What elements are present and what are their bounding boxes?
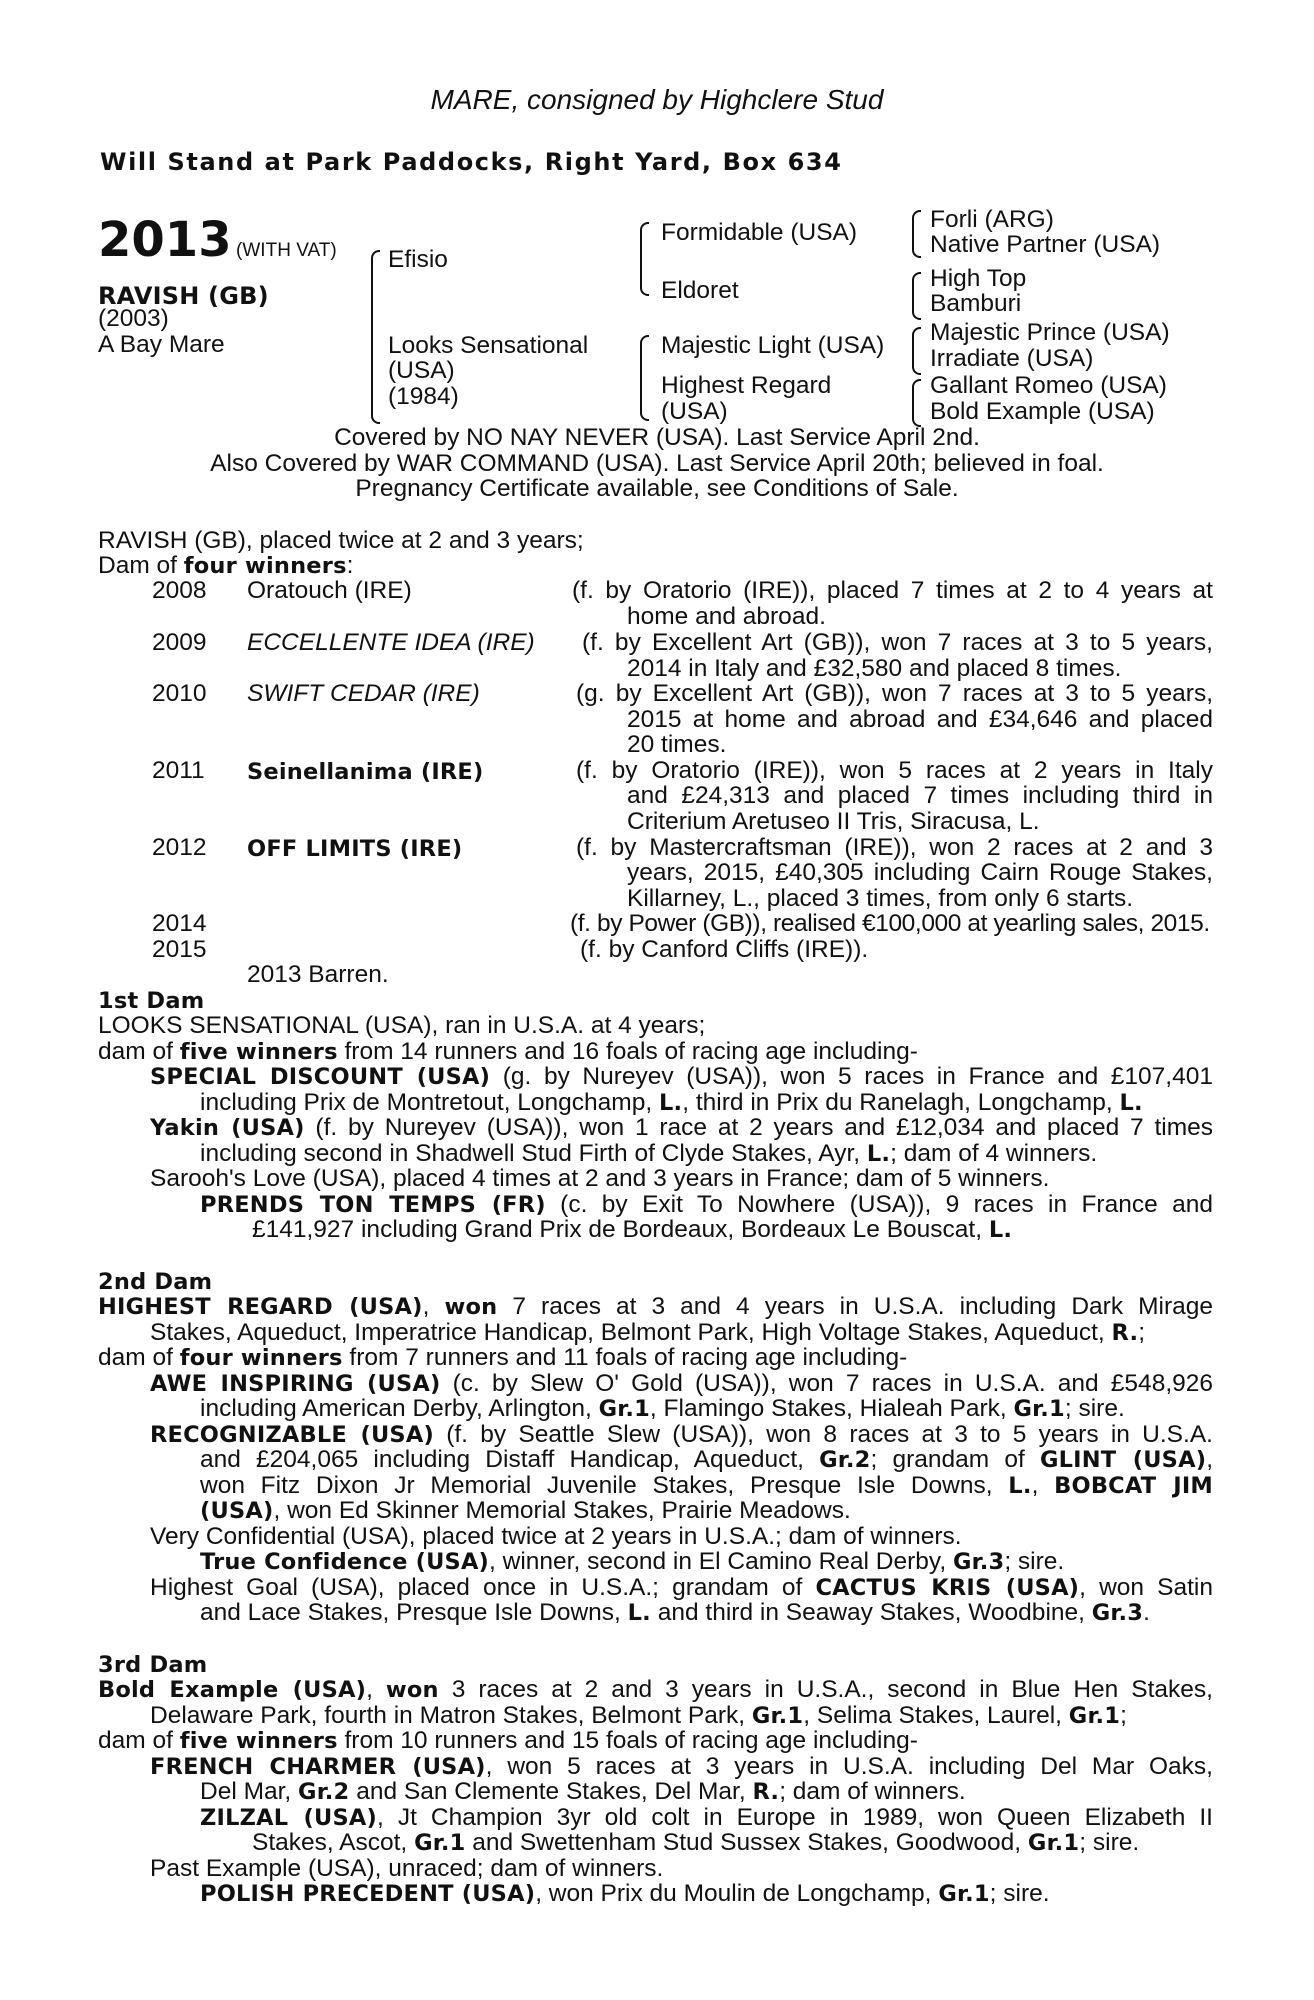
dam-line <box>200 1090 1143 1117</box>
dam-line <box>98 1345 907 1372</box>
text: Delaware Park, fourth in Matron Stakes, Belmont Park, <box>150 1702 752 1729</box>
dam-line <box>98 1294 1213 1321</box>
text-bold: SPECIAL DISCOUNT (USA) <box>150 1064 491 1090</box>
text: including American Derby, Arlington, <box>200 1395 599 1422</box>
dam-line <box>150 1064 1213 1091</box>
dam-line: Sarooh's Love (USA), placed 4 times at 2 and 3 years in France; dam of 5 winners. <box>150 1165 1050 1192</box>
dam-line: Very Confidential (USA), placed twice at 2 years in U.S.A.; dam of winners. <box>150 1523 962 1550</box>
g-bamburi: Bamburi <box>930 290 1022 317</box>
dam-line <box>150 1422 1213 1449</box>
text-bold: won <box>444 1294 498 1320</box>
covered-line-3: Pregnancy Certificate available, see Conditions of Sale. <box>355 475 959 502</box>
text: , won Prix du Moulin de Longchamp, <box>535 1880 939 1907</box>
text-bold: four winners <box>179 1345 343 1371</box>
dam-line <box>200 1192 1213 1219</box>
dam-line <box>252 1217 1012 1244</box>
produce-dam-of <box>98 553 353 580</box>
text: , <box>366 1676 386 1703</box>
g-gallant-romeo: Gallant Romeo (USA) <box>930 372 1167 399</box>
produce-name: ECCELLENTE IDEA (IRE) <box>247 629 535 656</box>
produce-barren: 2013 Barren. <box>247 961 389 988</box>
produce-name: Seinellanima (IRE) <box>247 759 484 785</box>
pedigree-brace <box>371 250 380 424</box>
text: , Flamingo Stakes, Hialeah Park, <box>649 1395 1014 1422</box>
text: Highest Goal (USA), placed once in U.S.A.; grandam of <box>150 1574 816 1601</box>
text-bold: POLISH PRECEDENT (USA) <box>200 1881 536 1907</box>
text: ; sire. <box>989 1880 1050 1907</box>
lot-year-block <box>98 212 337 268</box>
text: including second in Shadwell Stud Firth of Clyde Stakes, Ayr, <box>200 1140 867 1167</box>
produce-detail: (f. by Excellent Art (GB)), won 7 races at 3 to 5 years, <box>582 629 1213 656</box>
dam-line <box>200 1447 1213 1474</box>
dam-line <box>252 1830 1139 1857</box>
text: ; dam of winners. <box>779 1778 966 1805</box>
section-heading: 1st Dam <box>98 988 205 1014</box>
text: and San Clemente Stakes, Del Mar, <box>349 1778 753 1805</box>
text: and £204,065 including Distaff Handicap, Aqueduct, <box>200 1446 820 1473</box>
text: and third in Seaway Stakes, Woodbine, <box>650 1599 1092 1626</box>
text: including Prix de Montretout, Longchamp, <box>200 1089 659 1116</box>
dam-line-1: Looks Sensational <box>388 332 589 359</box>
text: (g. by Nureyev (USA)), won 5 races in France and £107,401 <box>490 1063 1213 1090</box>
dam-line <box>150 1575 1213 1602</box>
produce-year: 2011 <box>152 757 205 784</box>
dam-line <box>98 1677 1213 1704</box>
text-bold: Gr.3 <box>952 1549 1005 1575</box>
text-bold: R. <box>1111 1320 1139 1346</box>
produce-detail: (g. by Excellent Art (GB)), won 7 races at 3 to 5 years, <box>576 680 1213 707</box>
text: , third in Prix du Ranelagh, Longchamp, <box>682 1089 1120 1116</box>
produce-year: 2009 <box>152 629 207 656</box>
produce-name: SWIFT CEDAR (IRE) <box>247 680 480 707</box>
dam-line <box>98 1039 918 1066</box>
dam-line <box>200 1600 1150 1627</box>
text: , won 5 races at 3 years in U.S.A. including Del Mar Oaks, <box>485 1753 1213 1780</box>
sire-dam: Eldoret <box>661 277 739 304</box>
dam-line <box>200 1881 1050 1908</box>
text-bold: HIGHEST REGARD (USA) <box>98 1294 423 1320</box>
sire: Efisio <box>388 246 448 273</box>
sire-sire: Formidable (USA) <box>661 219 858 246</box>
dam-line <box>98 1728 918 1755</box>
covered-line-1: Covered by NO NAY NEVER (USA). Last Service April 2nd. <box>334 424 980 451</box>
produce-detail: (f. by Mastercraftsman (IRE)), won 2 races at 2 and 3 <box>576 834 1213 861</box>
produce-detail: 20 times. <box>627 731 727 758</box>
text: dam of <box>98 1344 180 1371</box>
text-bold: L. <box>658 1090 683 1116</box>
text-bold: AWE INSPIRING (USA) <box>150 1371 441 1397</box>
dam-line <box>150 1754 1213 1781</box>
text-bold: BOBCAT JIM <box>1054 1473 1214 1499</box>
produce-detail: Killarney, L., placed 3 times, from only 6 starts. <box>627 885 1134 912</box>
text: ; sire. <box>1079 1829 1140 1856</box>
text: , <box>422 1293 445 1320</box>
text-bold: L. <box>866 1141 891 1167</box>
text: dam of <box>98 1727 180 1754</box>
text: , Jt Champion 3yr old colt in Europe in 1989, won Queen Elizabeth II <box>377 1804 1213 1831</box>
g-native-partner: Native Partner (USA) <box>930 231 1161 258</box>
produce-detail: (f. by Oratorio (IRE)), placed 7 times at 2 to 4 years at <box>572 577 1213 604</box>
produce-year: 2012 <box>152 834 207 861</box>
text-bold: R. <box>752 1779 780 1805</box>
text: . <box>1143 1599 1150 1626</box>
vat-note: (WITH VAT) <box>236 240 337 261</box>
text-bold: L. <box>1119 1090 1143 1116</box>
produce-name: Oratouch (IRE) <box>247 577 412 604</box>
text-bold: (USA) <box>200 1498 274 1524</box>
text-bold: Gr.1 <box>598 1396 650 1422</box>
produce-year: 2010 <box>152 680 207 707</box>
dam-line-3: (1984) <box>388 383 459 410</box>
text-bold: Gr.1 <box>751 1703 804 1729</box>
text-bold: Gr.1 <box>1027 1830 1080 1856</box>
text-bold: Gr.3 <box>1091 1600 1144 1626</box>
text-bold: won <box>385 1677 439 1703</box>
text: (c. by Slew O' Gold (USA)), won 7 races in U.S.A. and £548,926 <box>440 1370 1213 1397</box>
produce-detail: (f. by Oratorio (IRE)), won 5 races at 2 years in Italy <box>576 757 1213 784</box>
text: from 7 runners and 11 foals of racing age including- <box>342 1344 908 1371</box>
dam-line <box>200 1549 1064 1576</box>
g-bold-example: Bold Example (USA) <box>930 398 1155 425</box>
text-bold: RECOGNIZABLE (USA) <box>150 1422 434 1448</box>
produce-detail: years, 2015, £40,305 including Cairn Rouge Stakes, <box>627 859 1213 886</box>
pedigree-brace <box>912 272 921 320</box>
dam-dam-line-2: (USA) <box>661 398 728 425</box>
text: £141,927 including Grand Prix de Bordeaux, Bordeaux Le Bouscat, <box>252 1216 989 1243</box>
pedigree-brace <box>912 210 921 258</box>
dam-line <box>200 1396 1125 1423</box>
consignment-title: MARE, consigned by Highclere Stud <box>430 84 884 115</box>
section-heading: 2nd Dam <box>98 1269 213 1295</box>
dam-line <box>200 1805 1213 1832</box>
produce-year: 2014 <box>152 910 207 937</box>
text: 7 races at 3 and 4 years in U.S.A. including Dark Mirage <box>497 1293 1213 1320</box>
text: , won Satin <box>1079 1574 1213 1601</box>
pedigree-brace <box>912 379 921 427</box>
text: dam of <box>98 1038 180 1065</box>
text-bold: GLINT (USA) <box>1039 1447 1207 1473</box>
text: : <box>346 552 354 579</box>
dam-line <box>200 1779 966 1806</box>
text-bold: L. <box>627 1600 651 1626</box>
lot-description: A Bay Mare <box>98 331 225 358</box>
produce-intro: RAVISH (GB), placed twice at 2 and 3 years; <box>98 527 584 554</box>
dam-sire: Majestic Light (USA) <box>661 332 885 359</box>
text-bold: five winners <box>179 1728 338 1754</box>
dam-line <box>150 1115 1213 1142</box>
text-bold: L. <box>988 1217 1013 1243</box>
text: ; dam of 4 winners. <box>890 1140 1098 1167</box>
produce-detail: 2015 at home and abroad and £34,646 and placed <box>627 706 1213 733</box>
dam-line: LOOKS SENSATIONAL (USA), ran in U.S.A. at 4 years; <box>98 1012 706 1039</box>
dam-line <box>150 1320 1145 1347</box>
produce-year: 2015 <box>152 936 207 963</box>
produce-detail: home and abroad. <box>627 603 826 630</box>
dam-line: Past Example (USA), unraced; dam of winners. <box>150 1855 664 1882</box>
text: won Fitz Dixon Jr Memorial Juvenile Stakes, Presque Isle Downs, <box>200 1472 1009 1499</box>
produce-detail: 2014 in Italy and £32,580 and placed 8 times. <box>627 655 1122 682</box>
text-bold: L. <box>1008 1473 1032 1499</box>
dam-line <box>200 1473 1213 1500</box>
text: (f. by Nureyev (USA)), won 1 race at 2 years and £12,034 and placed 7 times <box>304 1114 1213 1141</box>
dam-dam-line-1: Highest Regard <box>661 372 832 399</box>
text: , <box>1206 1446 1213 1473</box>
g-majestic-prince: Majestic Prince (USA) <box>930 319 1170 346</box>
text-bold: CACTUS KRIS (USA) <box>815 1575 1080 1601</box>
produce-year: 2008 <box>152 577 207 604</box>
text-bold: Gr.1 <box>1013 1396 1065 1422</box>
text: (f. by Seattle Slew (USA)), won 8 races at 3 to 5 years in U.S.A. <box>433 1421 1213 1448</box>
lot-year: 2013 <box>98 212 232 268</box>
lot-foaled: (2003) <box>98 305 169 332</box>
text: 3 races at 2 and 3 years in U.S.A., second in Blue Hen Stakes, <box>438 1676 1213 1703</box>
g-high-top: High Top <box>930 265 1027 292</box>
text: from 10 runners and 15 foals of racing age including- <box>337 1727 918 1754</box>
text: , <box>1031 1472 1055 1499</box>
text: (c. by Exit To Nowhere (USA)), 9 races in France and <box>545 1191 1214 1218</box>
stand-location: Will Stand at Park Paddocks, Right Yard, Box 634 <box>100 148 843 176</box>
text: ; sire. <box>1064 1395 1125 1422</box>
text: , won Ed Skinner Memorial Stakes, Prairie Meadows. <box>273 1497 851 1524</box>
text-bold: Gr.1 <box>938 1881 990 1907</box>
section-heading: 3rd Dam <box>98 1652 208 1678</box>
text-bold: five winners <box>179 1039 338 1065</box>
produce-name: OFF LIMITS (IRE) <box>247 836 463 862</box>
g-forli: Forli (ARG) <box>930 206 1054 233</box>
dam-line <box>200 1141 1097 1168</box>
text-bold: Yakin (USA) <box>150 1115 305 1141</box>
text-bold: True Confidence (USA) <box>200 1549 490 1575</box>
pedigree-brace <box>912 327 921 375</box>
covered-line-2: Also Covered by WAR COMMAND (USA). Last Service April 20th; believed in foal. <box>210 450 1104 477</box>
text-bold: ZILZAL (USA) <box>200 1805 377 1831</box>
text: ; sire. <box>1004 1548 1065 1575</box>
text-bold: four winners <box>183 553 347 579</box>
text-bold: Gr.2 <box>298 1779 350 1805</box>
text: ; grandam of <box>870 1446 1040 1473</box>
g-irradiate: Irradiate (USA) <box>930 345 1094 372</box>
produce-detail: and £24,313 and placed 7 times including third in <box>627 782 1213 809</box>
text-bold: Gr.2 <box>819 1447 871 1473</box>
text: and Lace Stakes, Presque Isle Downs, <box>200 1599 628 1626</box>
text: and Swettenham Stud Sussex Stakes, Goodwood, <box>465 1829 1028 1856</box>
lot-name: RAVISH (GB) <box>98 282 269 310</box>
dam-line <box>150 1703 1127 1730</box>
produce-detail: (f. by Canford Cliffs (IRE)). <box>580 936 869 963</box>
produce-detail: Criterium Aretuseo II Tris, Siracusa, L. <box>627 808 1040 835</box>
text: , Selima Stakes, Laurel, <box>803 1702 1069 1729</box>
text: from 14 runners and 16 foals of racing age including- <box>337 1038 918 1065</box>
text: Dam of <box>98 552 184 579</box>
text-bold: FRENCH CHARMER (USA) <box>150 1754 486 1780</box>
text: ; <box>1138 1319 1146 1346</box>
text-bold: Bold Example (USA) <box>98 1677 367 1703</box>
text: Stakes, Ascot, <box>252 1829 415 1856</box>
pedigree-brace <box>640 222 649 296</box>
dam-line-2: (USA) <box>388 357 455 384</box>
text-bold: PRENDS TON TEMPS (FR) <box>200 1192 546 1218</box>
pedigree-brace <box>640 335 649 421</box>
text: Del Mar, <box>200 1778 299 1805</box>
text: Stakes, Aqueduct, Imperatrice Handicap, Belmont Park, High Voltage Stakes, Aqueduct, <box>150 1319 1112 1346</box>
text: , winner, second in El Camino Real Derby, <box>489 1548 953 1575</box>
text: ; <box>1120 1702 1127 1729</box>
dam-line <box>200 1498 851 1525</box>
text-bold: Gr.1 <box>414 1830 466 1856</box>
produce-detail: (f. by Power (GB)), realised €100,000 at yearling sales, 2015. <box>570 910 1210 937</box>
dam-line <box>150 1371 1213 1398</box>
text-bold: Gr.1 <box>1068 1703 1121 1729</box>
